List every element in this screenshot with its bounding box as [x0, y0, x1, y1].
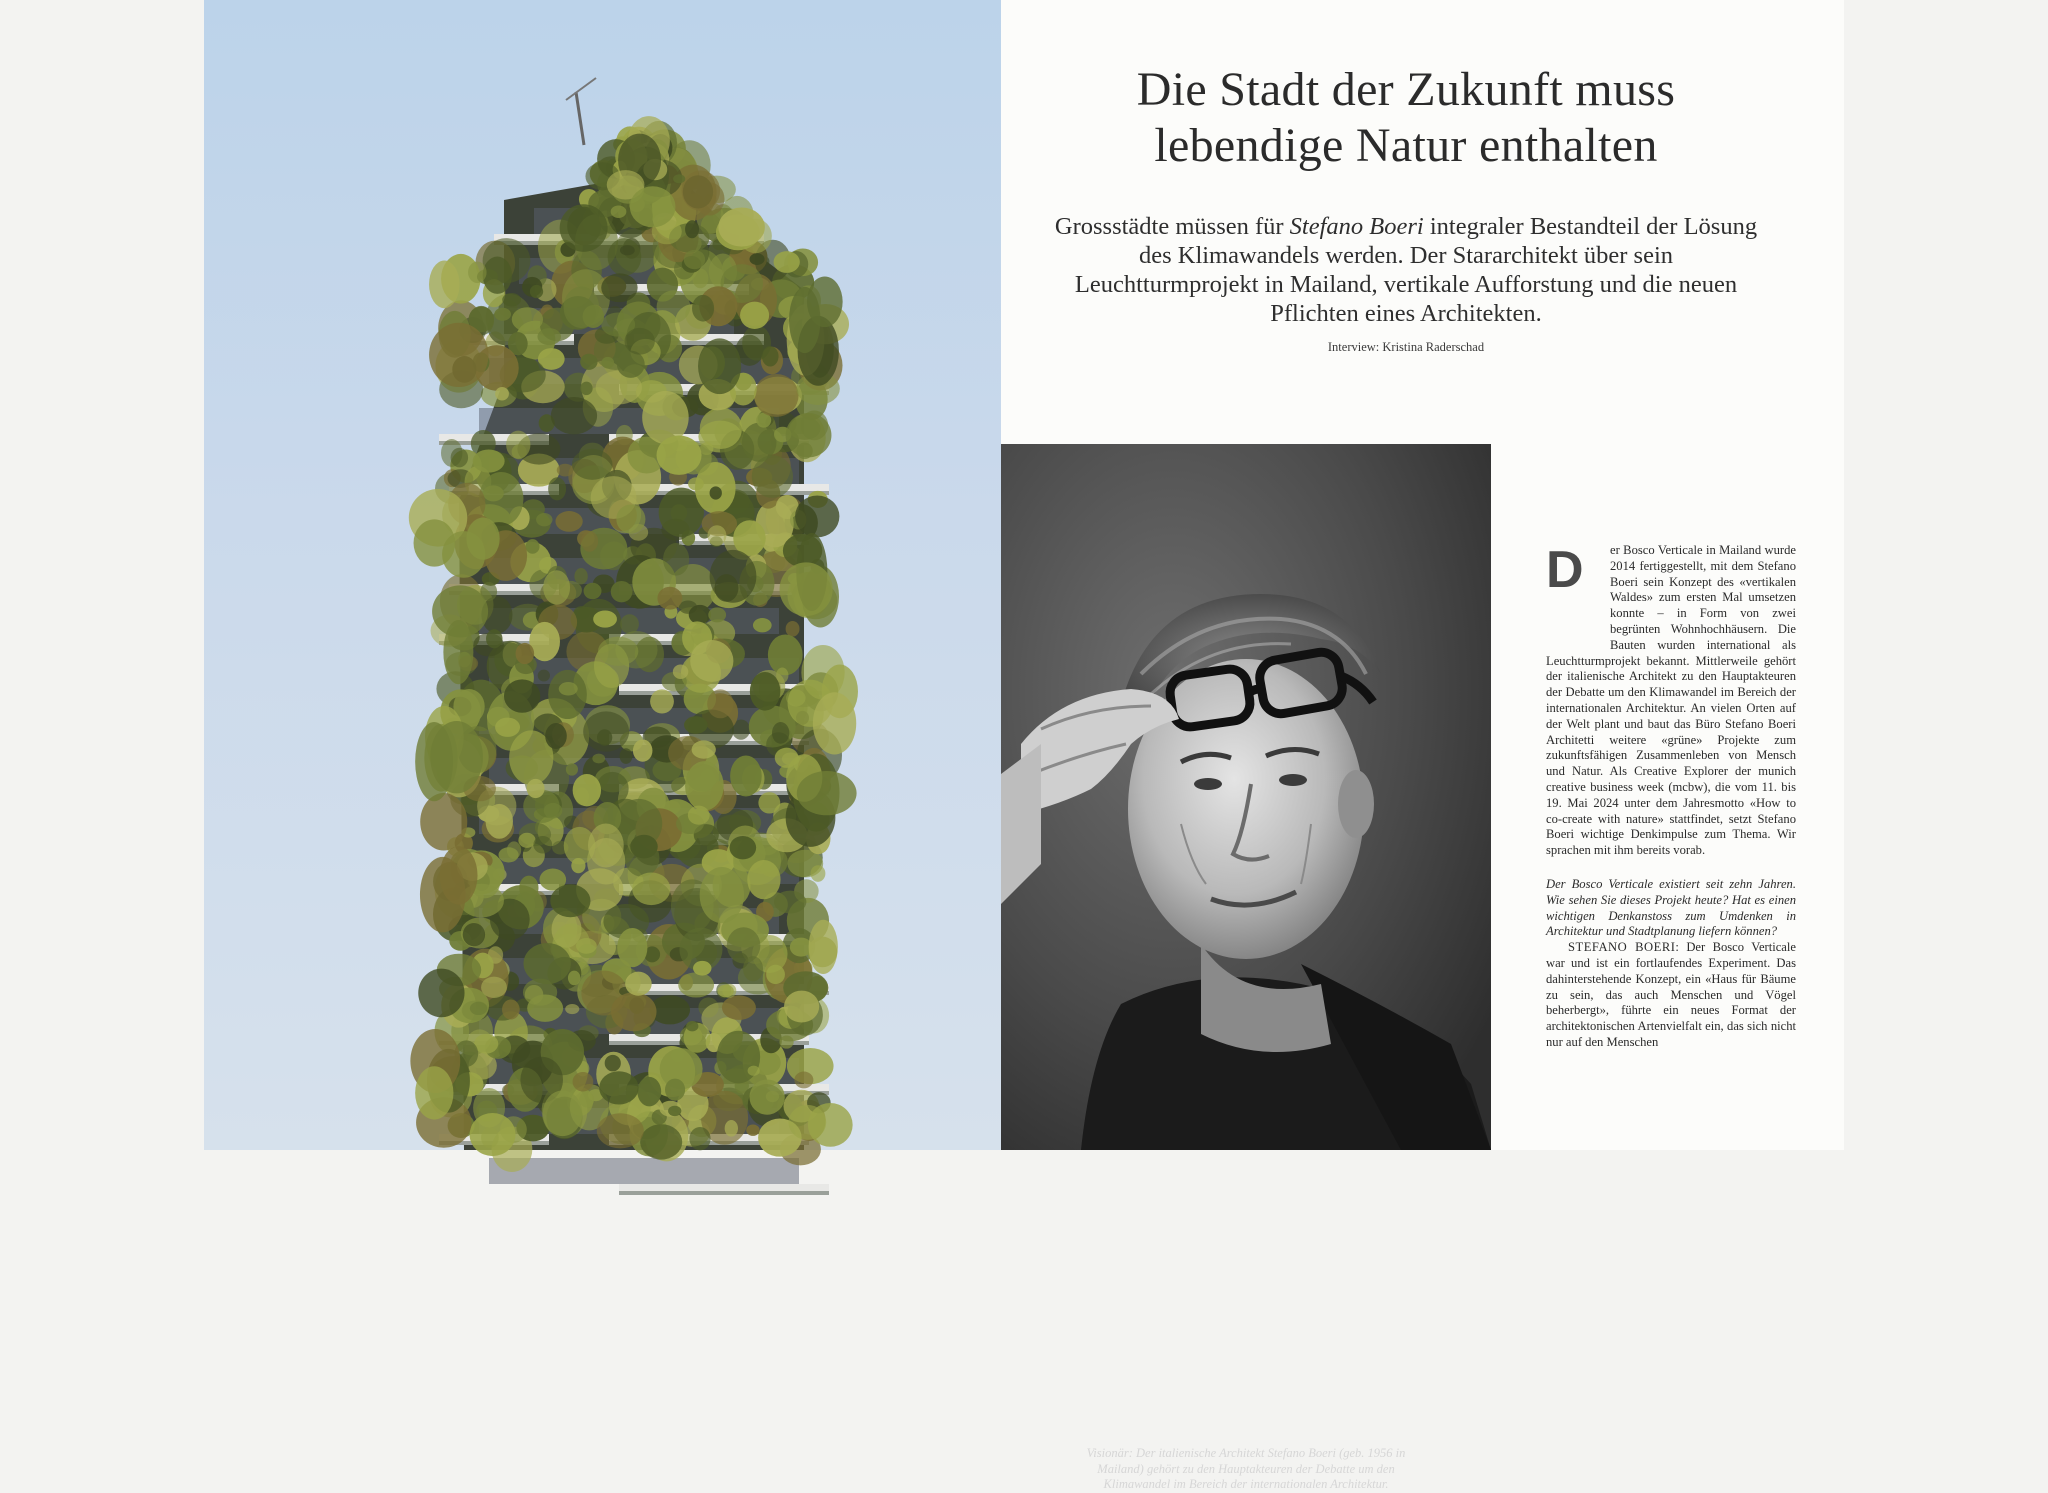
- author-credit: Interview: Kristina Raderschad: [1327, 340, 1485, 354]
- article-column: [1546, 543, 1796, 1051]
- answer-text: : Der Bosco Verticale war und ist ein fortlaufendes Experiment. Das dahinterstehende Konzept, ein «Haus für Bäume zu sein, das auch Menschen und Vögel beherbergt», führte ein neues Format der architektonischen Artenvielfalt ein, das sich nicht nur auf den Menschen: [1546, 940, 1796, 1049]
- lead-text-1: Grossstädte müssen für: [1054, 213, 1290, 240]
- photo-caption: Visionär: Der italienische Architekt Stefano Boeri (geb. 1956 in Mailand) gehört zu den Hauptakteuren der Debatte um den Klimawandel im Bereich der internationalen Architektur.: [1086, 1446, 1406, 1491]
- headline: [1061, 62, 1751, 174]
- interview-answer: [1546, 940, 1796, 1051]
- speaker-name: STEFANO BOERI: [1568, 940, 1676, 955]
- left-page-photo: [204, 0, 1001, 1150]
- interview-question: Der Bosco Verticale existiert seit zehn Jahren. Wie sehen Sie dieses Projekt heute? Hat es einen wichtigen Denkanstoss zum Umdenken in Architektur und Stadtplanung liefern können?: [1546, 876, 1796, 939]
- lead-paragraph: [1053, 212, 1759, 328]
- magazine-spread: [204, 0, 1844, 1491]
- portrait-photo: [1001, 444, 1491, 1491]
- headline-line-2: lebendige Natur enthalten: [1154, 119, 1658, 172]
- article-intro: er Bosco Verticale in Mailand wurde 2014 fertiggestellt, mit dem Stefano Boeri sein Konzept des «vertikalen Waldes» zum ersten Mal umsetzen konnte – in Form von zwei begrünten Wohnhochhäusern. Die Bauten wurden international als Leuchtturmprojekt bekannt. Mittlerweile gehört der italienische Architekt zu den Hauptakteuren der Debatte um den Klimawandel im Bereich der internationalen Architektur. An vielen Orten auf der Welt plant und baut das Büro Stefano Boeri Architetti weitere «grüne» Projekte zum zukunftsfähigen Zusammenleben von Mensch und Natur. Als Creative Explorer der munich creative business week (mcbw), die vom 11. bis 19. Mai 2024 unter dem Jahresmotto «How to co-create with nature» stattfindet, setzt Stefano Boeri wichtige Denkimpulse zum Thema. Wir sprachen mit ihm bereits vorab.: [1546, 543, 1796, 858]
- lead-name: Stefano Boeri: [1289, 213, 1424, 240]
- drop-cap: D: [1546, 541, 1584, 599]
- right-page: [1001, 0, 1844, 1491]
- portrait-image: [1001, 444, 1491, 1150]
- lead-text-2: integraler Bestandteil der Lösung des Klimawandels werden. Der Stararchitekt über sein Leuchtturmprojekt in Mailand, vertikale Aufforstung und die neuen Pflichten eines Architekten.: [1074, 213, 1758, 327]
- headline-line-1: Die Stadt der Zukunft muss: [1136, 63, 1676, 116]
- bosco-verticale-photo: [204, 0, 1001, 1150]
